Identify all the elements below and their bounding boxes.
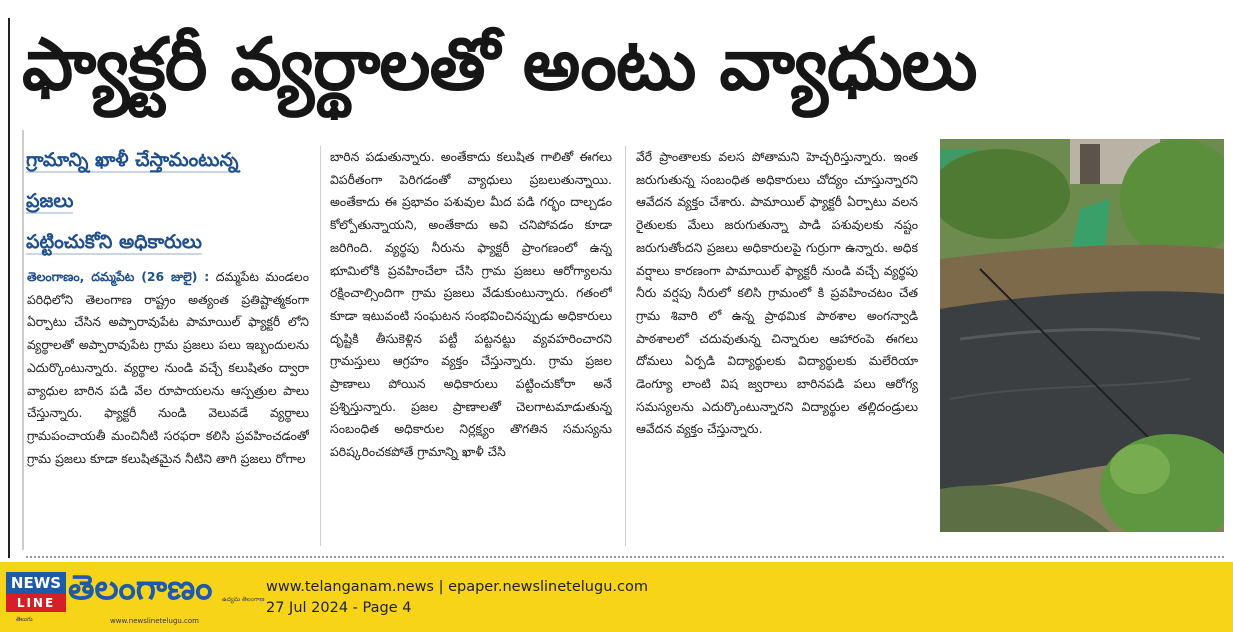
left-margin-rule (8, 18, 10, 558)
logo-subtext: తెలుగు (16, 616, 33, 623)
footer-bar (0, 562, 1233, 632)
headline: ఫ్యాక్టరీ వ్యర్థాలతో అంటు వ్యాధులు (22, 22, 977, 106)
footer-date-page: 27 Jul 2024 - Page 4 (266, 600, 412, 616)
subhead-rule (22, 130, 24, 550)
logo-line-text: LINE (6, 594, 66, 612)
page-bottom-rule (26, 556, 1224, 558)
column-divider (625, 146, 626, 546)
article-column-2: బారిన పడుతున్నారు. అంతేకాదు కలుషిత గాలితో ఈగలు విపరీతంగా పెరిగడంతో వ్యాధులు ప్రబలుతున్నాయి. అంతేకాదు ఈ ప్రభావం పశువుల మీద పడి గర్భం దాల్చడం కోల్పోతున్నాయని, అంతేకాదు అవి చనిపోవడం కూడా జరిగింది. వ్యర్థపు నీరును ఫ్యాక్టరీ ప్రాంగణంలో ఉన్న భూమిలోకి ప్రవహించేలా చేసి గ్రామ ప్రజలు ఆరోగ్యాలను రక్షించాల్సిందిగా గ్రామ ప్రజలు వేడుకుంటున్నారు. గతంలో కూడా ఇటువంటి సంఘటన సంభవించినప్పుడు అధికారులు దృష్టికి తీసుకెళ్లిన పట్టీ పట్టనట్టు వ్యవహరించారని గ్రామస్తులు ఆగ్రహం వ్యక్తం చేస్తున్నారు. గ్రామ ప్రజల ప్రాణాలు పోయిన అధికారులు పట్టించుకోరా అనే ప్రశ్నిస్తున్నారు. ప్రజల ప్రాణాలతో చెలగాటమాడుతున్న సంబంధిత అధికారుల నిర్లక్ష్యం తొగతిన సమస్యను పరిష్కరించకపోతే గ్రామాన్ని ఖాళీ చేసి (330, 149, 612, 460)
article-column-3: వేరే ప్రాంతాలకు వలస పోతామని హెచ్చరిస్తున్నారు. ఇంత జరుగుతున్న సంబంధిత అధికారులు చోద్యం చూస్తున్నారని ఆవేదన వ్యక్తం చేశారు. పామాయిల్ ఫ్యాక్టరీ ఏర్పాటు వలన రైతులకు మేలు జరుగుతున్నా పాడి పశువులకు నష్టం జరుగుతోందని ప్రజలు అధికారులపై గుర్రుగా ఉన్నారు. అధిక వర్షాలు కారణంగా పామాయిల్ ఫ్యాక్టరీ నుండి వచ్చే వ్యర్థపు నీరు వర్షపు నీరులో కలిసి గ్రామంలో కి ప్రవహించటం చేత గ్రామ శివారి లో ఉన్న ప్రాథమిక పాఠశాల అంగన్వాడి పాఠశాలలో చదువుతున్న చిన్నారుల ఆహారంపె ఈగలు దోమలు ఏర్పడి విద్యార్థులకు విద్యార్థులకు మలేరియా డెంగ్యూ లాంటి విష జ్వరాలు బారినపడి పలు ఆరోగ్య సమస్యలను ఎదుర్కొంటున్నారని విద్యార్థుల తల్లిదండ్రులు ఆవేదన వ్యక్తం చేస్తున్నారు. (636, 149, 918, 437)
subheads (26, 140, 296, 263)
subhead-2: ప్రజలు (26, 190, 74, 212)
telanganam-logo: తెలంగాణం (68, 568, 213, 608)
article-column-1 (27, 266, 309, 552)
logo-news-text: NEWS (6, 572, 66, 594)
subhead-3: పట్టించుకోని అధికారులు (26, 231, 202, 253)
logo-url: www.newslinetelugu.com (110, 617, 199, 625)
factory-waste-pond-photo (940, 139, 1224, 532)
column-divider (320, 146, 321, 546)
logo-tagline: ఉద్యమ తెలంగాణ (222, 596, 265, 603)
dateline: తెలంగాణం, దమ్మపేట (26 జులై) : (27, 269, 210, 284)
footer-websites: www.telanganam.news | epaper.newslinetelugu.com (266, 579, 648, 595)
newsline-logo (6, 572, 66, 623)
column-1-text: దమ్మపేట మండలం పరిధిలోని తెలంగాణ రాష్ట్రం అత్యంత ప్రతిష్టాత్మకంగా ఏర్పాటు చేసిన అప్పారావుపేట పామాయిల్ ఫ్యాక్టరీ లోని వ్యర్థాలతో అప్పారావుపేట గ్రామ ప్రజలు పలు ఇబ్బందులను ఎదుర్కొంటున్నారు. వ్యర్థాల నుండి వచ్చే కలుషితం ద్వారా వ్యాధుల బారిన పడి వేల రూపాయలను ఆస్పత్రుల పాలు చేస్తున్నారు. ఫ్యాక్టరీ నుండి వెలువడే వ్యర్థాలు గ్రామపంచాయతీ మంచినీటి సరఫరా కలిసి ప్రవహించడంతో గ్రామ ప్రజలు కూడా కలుషితమైన నీటిని తాగి ప్రజలు రోగాల (27, 269, 309, 466)
subhead-1: గ్రామాన్ని ఖాళీ చేస్తామంటున్న (26, 149, 239, 171)
